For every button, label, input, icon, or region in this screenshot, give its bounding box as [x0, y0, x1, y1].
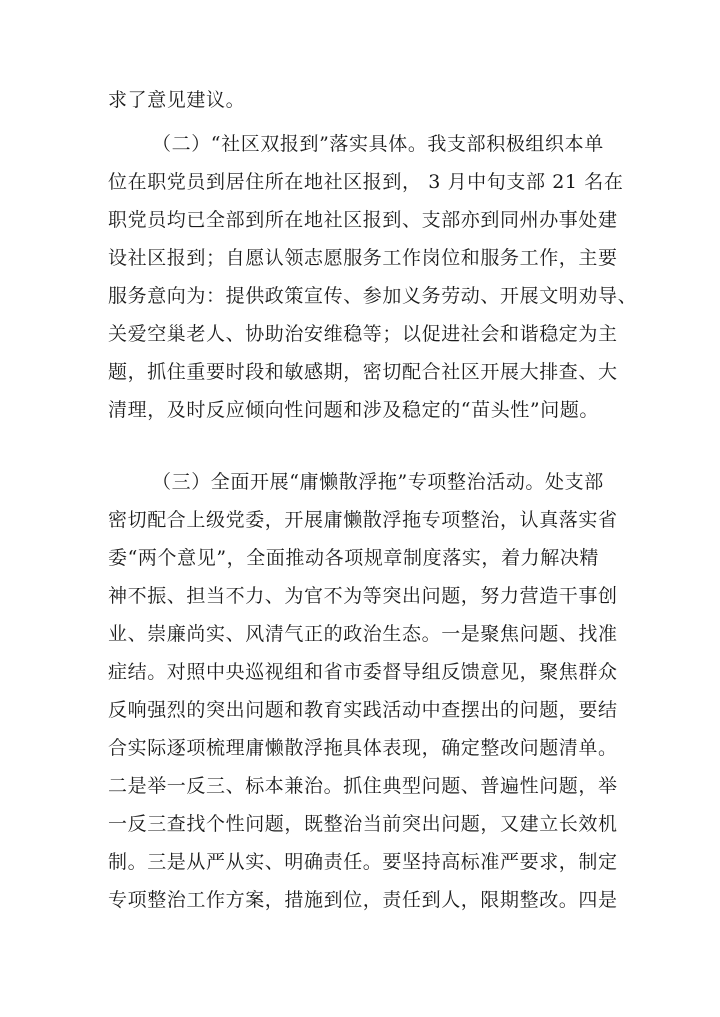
- paragraph-line: 症结。对照中央巡视组和省市委督导组反馈意见，聚焦群众: [108, 661, 618, 683]
- paragraph-line: 位在职党员到居住所在地社区报到， 3 月中旬支部 21 名在: [108, 171, 624, 193]
- paragraph-line: 业、崇廉尚实、风清气正的政治生态。一是聚焦问题、找准: [108, 623, 618, 645]
- paragraph-line: 二是举一反三、标本兼治。抓住典型问题、普遍性问题，举: [108, 775, 618, 797]
- paragraph-line: 神不振、担当不力、为官不为等突出问题，努力营造干事创: [108, 585, 618, 607]
- paragraph-line: 题，抓住重要时段和敏感期，密切配合社区开展大排查、大: [108, 361, 618, 383]
- paragraph-line: 合实际逐项梳理庸懒散浮拖具体表现，确定整改问题清单。: [108, 737, 618, 759]
- paragraph-line: 制。三是从严从实、明确责任。要坚持高标准严要求，制定: [108, 851, 618, 873]
- paragraph-line: 职党员均已全部到所在地社区报到、支部亦到同州办事处建: [108, 209, 618, 231]
- paragraph-line: 一反三查找个性问题，既整治当前突出问题，又建立长效机: [108, 813, 618, 835]
- section-two-heading-line: （二）“社区双报到”落实具体。我支部积极组织本单: [152, 133, 604, 155]
- paragraph-line: 关爱空巢老人、协助治安维稳等；以促进社会和谐稳定为主: [108, 323, 618, 345]
- paragraph-line: 清理，及时反应倾向性问题和涉及稳定的“苗头性”问题。: [108, 399, 600, 421]
- paragraph-line: 求了意见建议。: [108, 89, 246, 111]
- paragraph-line: 密切配合上级党委，开展庸懒散浮拖专项整治，认真落实省: [108, 509, 618, 531]
- paragraph-line: 委“两个意见”，全面推动各项规章制度落实，着力解决精: [108, 547, 600, 569]
- paragraph-line: 专项整治工作方案，措施到位，责任到人，限期整改。四是: [108, 889, 618, 911]
- section-three-heading-line: （三）全面开展“庸懒散浮拖”专项整治活动。处支部: [152, 471, 604, 493]
- paragraph-line: 服务意向为：提供政策宣传、参加义务劳动、开展文明劝导、: [108, 285, 638, 307]
- paragraph-line: 反响强烈的突出问题和教育实践活动中查摆出的问题，要结: [108, 699, 618, 721]
- paragraph-line: 设社区报到；自愿认领志愿服务工作岗位和服务工作，主要: [108, 247, 618, 269]
